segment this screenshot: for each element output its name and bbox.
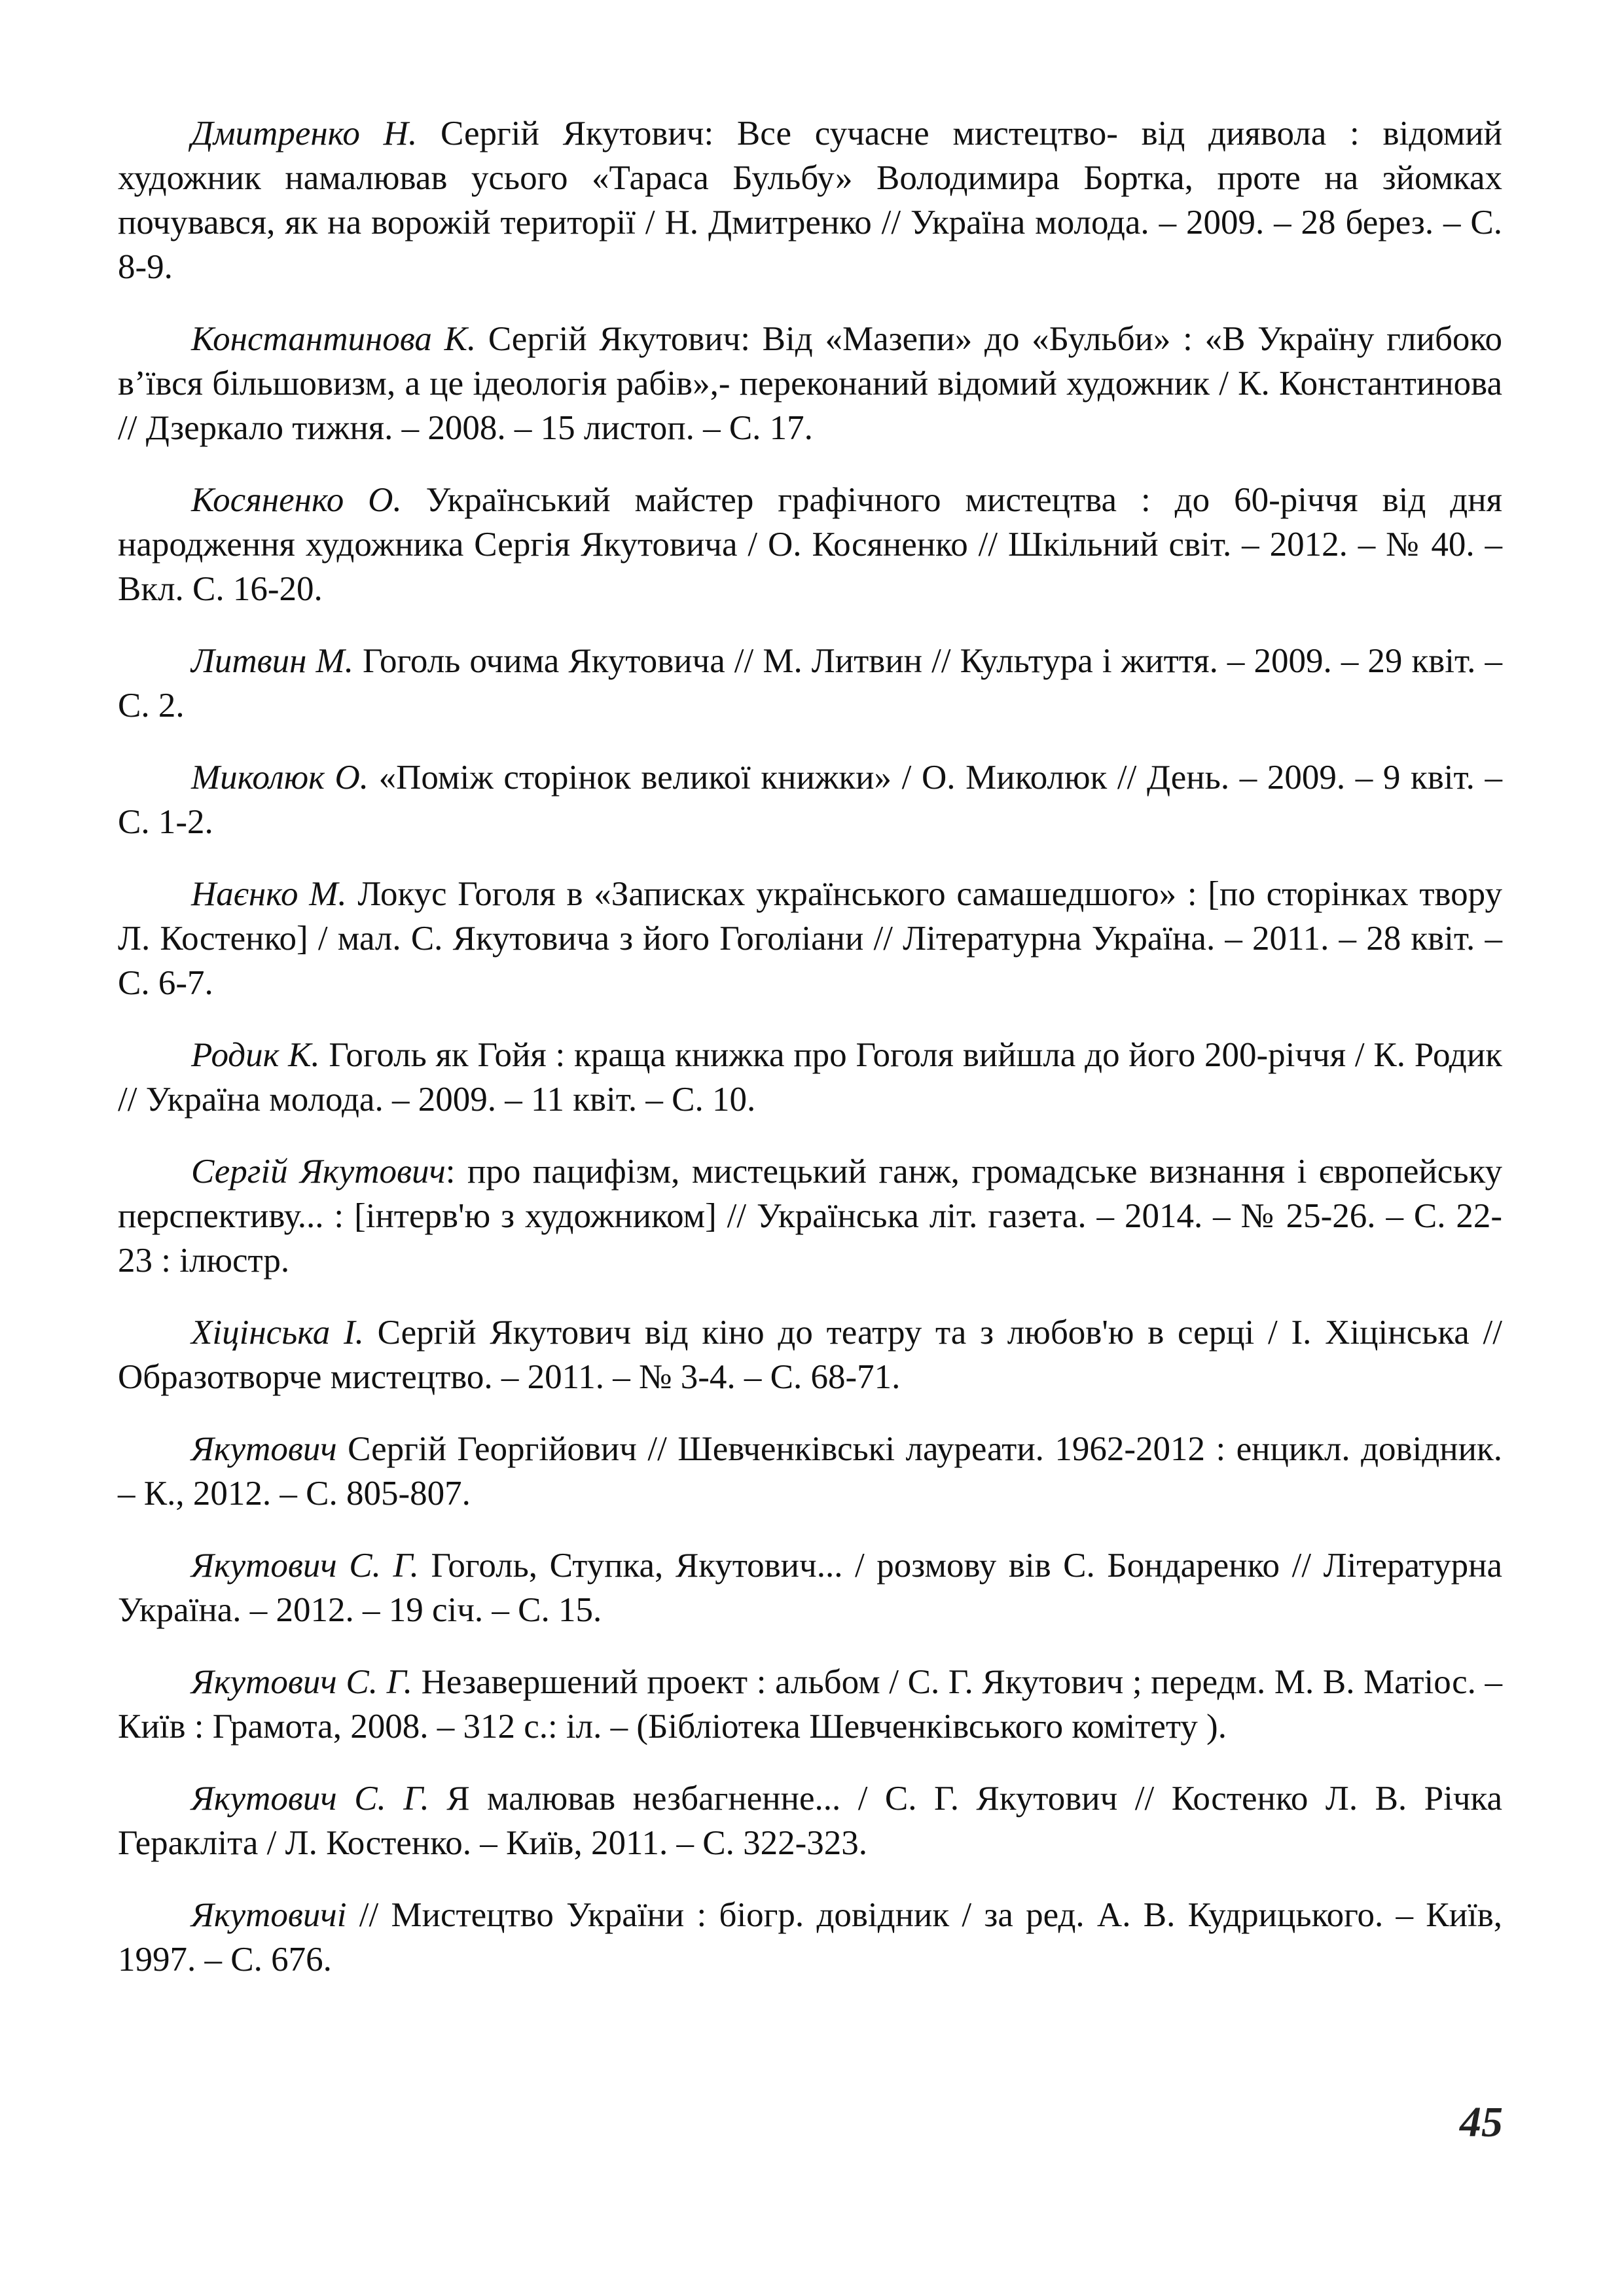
bibliography-entry xyxy=(118,872,1502,1005)
bibliography-entry xyxy=(118,1310,1502,1399)
entry-text: : про пацифізм, мистецький ганж, громадське визнання і європейську перспективу... : [інтерв'ю з художником] // Українська літ. газета. – 2014. – № 25-26. – С. 22-23 : ілюстр. xyxy=(118,1153,1502,1280)
entry-text: Сергій Якутович: Все сучасне мистецтво- від диявола : відомий художник намалював усього «Тараса Бульбу» Володимира Бортка, проте на зйомках почувався, як на ворожій території / Н. Дмитренко // Україна молода. – 2009. – 28 берез. – С. 8-9. xyxy=(118,115,1502,286)
entry-author: Литвин М. xyxy=(191,642,353,680)
entry-author: Якутович С. Г. xyxy=(191,1780,429,1818)
entry-author: Сергій Якутович xyxy=(191,1153,446,1191)
entry-text: Сергій Георгійович // Шевченківські лауреати. 1962-2012 : енцикл. довідник. – К., 2012. – С. 805-807. xyxy=(118,1430,1502,1513)
entry-text: Український майстер графічного мистецтва : до 60-річчя від дня народження художника Сергія Якутовича / О. Косяненко // Шкільний світ. – 2012. – № 40. – Вкл. С. 16-20. xyxy=(118,481,1502,608)
entry-author: Дмитренко Н. xyxy=(191,115,418,152)
bibliography-entry xyxy=(118,1543,1502,1632)
bibliography-entry xyxy=(118,317,1502,450)
bibliography-entry xyxy=(118,1033,1502,1122)
entry-author: Наєнко М. xyxy=(191,875,347,913)
entry-text: Гоголь, Ступка, Якутович... / розмову вів С. Бондаренко // Літературна Україна. – 2012. – 19 січ. – С. 15. xyxy=(118,1547,1502,1629)
entry-text: Сергій Якутович: Від «Мазепи» до «Бульби» : «В Україну глибоко в’ївся більшовизм, а це ідеологія рабів»,- переконаний відомий художник / К. Константинова // Дзеркало тижня. – 2008. – 15 листоп. – С. 17. xyxy=(118,320,1502,447)
entry-author: Хіцінська І. xyxy=(191,1314,364,1352)
entry-text: Сергій Якутович від кіно до театру та з любов'ю в серці / І. Хіцінська // Образотворче мистецтво. – 2011. – № 3-4. – С. 68-71. xyxy=(118,1314,1502,1396)
entry-text: Незавершений проект : альбом / С. Г. Якутович ; передм. М. В. Матіос. – Київ : Грамота, 2008. – 312 с.: іл. – (Бібліотека Шевченківського комітету ). xyxy=(118,1663,1502,1746)
bibliography-entry xyxy=(118,639,1502,728)
page-number: 45 xyxy=(1460,2098,1503,2146)
bibliography-entry xyxy=(118,1893,1502,1982)
entry-author: Миколюк О. xyxy=(191,759,369,797)
bibliography-entry xyxy=(118,755,1502,844)
entry-text: «Поміж сторінок великої книжки» / О. Миколюк // День. – 2009. – 9 квіт. – С. 1-2. xyxy=(118,759,1503,841)
entry-author: Якутович xyxy=(191,1430,337,1468)
bibliography-entry xyxy=(118,478,1502,611)
entry-author: Константинова К. xyxy=(191,320,477,358)
entry-text: Гоголь очима Якутовича // М. Литвин // Культура і життя. – 2009. – 29 квіт. – С. 2. xyxy=(118,642,1502,725)
entry-text: Гоголь як Гойя : краща книжка про Гоголя вийшла до його 200-річчя / К. Родик // Україна молода. – 2009. – 11 квіт. – С. 10. xyxy=(118,1036,1503,1119)
bibliography-list xyxy=(118,111,1502,2009)
entry-author: Якутовичі xyxy=(191,1896,347,1934)
entry-author: Родик К. xyxy=(191,1036,320,1074)
bibliography-entry xyxy=(118,1149,1502,1283)
entry-author: Косяненко О. xyxy=(191,481,402,519)
entry-text: Локус Гоголя в «Записках українського самашедшого» : [по сторінках твору Л. Костенко] / мал. С. Якутовича з його Гоголіани // Літературна Україна. – 2011. – 28 квіт. – С. 6-7. xyxy=(118,875,1502,1002)
bibliography-entry xyxy=(118,1776,1502,1865)
bibliography-entry xyxy=(118,1427,1502,1516)
entry-author: Якутович С. Г. xyxy=(191,1663,412,1701)
entry-author: Якутович С. Г. xyxy=(191,1547,419,1585)
bibliography-entry xyxy=(118,111,1502,289)
bibliography-entry xyxy=(118,1660,1502,1749)
entry-text: // Мистецтво України : біогр. довідник / за ред. А. В. Кудрицького. – Київ, 1997. – С. 676. xyxy=(118,1896,1502,1979)
entry-text: Я малював незбагненне... / С. Г. Якутович // Костенко Л. В. Річка Геракліта / Л. Костенко. – Київ, 2011. – С. 322-323. xyxy=(118,1780,1502,1862)
